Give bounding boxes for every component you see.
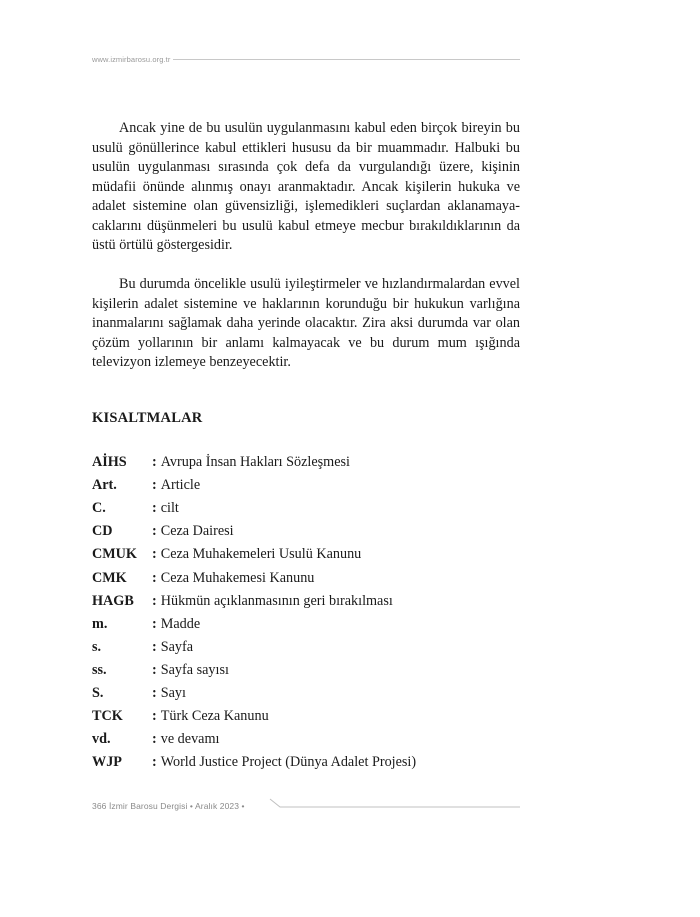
abbreviation-separator: :	[152, 708, 157, 725]
abbreviation-term: CMUK	[92, 546, 137, 563]
abbreviation-row	[92, 566, 520, 589]
abbreviation-term: WJP	[92, 754, 122, 771]
abbreviation-separator: :	[152, 546, 157, 563]
abbreviation-meaning: Sayfa sayısı	[160, 661, 229, 678]
abbreviation-separator: :	[152, 454, 157, 471]
abbreviation-row	[92, 451, 520, 474]
abbreviation-meaning: Sayfa	[160, 638, 194, 655]
body-text	[92, 119, 520, 373]
abbreviation-list	[92, 451, 520, 774]
abbreviation-separator: :	[152, 754, 157, 771]
abbreviation-row	[92, 474, 520, 497]
abbreviation-term: S.	[92, 684, 104, 701]
body-paragraph: Bu durumda öncelikle usulü iyileştirmeler ve hızlandırmalardan evvel kişilerin adalet sistemine ve haklarının korunduğu bir hukukun varlığına inanmalarını sağlamak daha yerinde olacaktır. Zira aksi durumda var olan çözüm yollarının bir anlamı kalmayacak ve bu durum mum ışığında televizyon izlemeye benzeyecektir.	[92, 276, 520, 370]
abbreviation-meaning: cilt	[160, 500, 179, 517]
body-paragraph: Ancak yine de bu usulün uygulanmasını kabul eden birçok bireyin bu usulü gönüllerince kabul ettikleri hususu da bir muammadır. Halbuki bu usulün uygulanması sırasında çok defa da vurgulandığı üzere, kişinin müdafii önünde alınmış onayı aranmaktadır. Ancak kişilerin hukuka ve adalet sistemine olan güvensizliği, işlemedikleri suçlardan aklanamayacaklarını düşünmeleri bu usulü kabul etmeye mecbur bırakıldıklarının da üstü örtülü göstergesidir.	[92, 120, 520, 253]
abbreviation-separator: :	[152, 731, 157, 748]
abbreviation-row	[92, 728, 520, 751]
abbreviation-term: s.	[92, 638, 102, 655]
section-title: KISALTMALAR	[92, 410, 203, 426]
abbreviation-term: ss.	[92, 661, 107, 678]
abbreviation-separator: :	[152, 615, 157, 632]
abbreviation-term: m.	[92, 615, 108, 632]
abbreviation-term: C.	[92, 500, 106, 517]
abbreviation-meaning: ve devamı	[160, 731, 220, 748]
abbreviation-meaning: Türk Ceza Kanunu	[160, 708, 269, 725]
abbreviation-row	[92, 751, 520, 774]
abbreviation-separator: :	[152, 500, 157, 517]
abbreviation-meaning: Ceza Muhakemesi Kanunu	[160, 569, 315, 586]
header-rule	[173, 59, 520, 60]
footer-text: 366 İzmir Barosu Dergisi • Aralık 2023 •	[92, 801, 245, 811]
abbreviation-term: AİHS	[92, 454, 127, 471]
abbreviation-separator: :	[152, 477, 157, 494]
abbreviation-term: Art.	[92, 477, 117, 494]
abbreviation-row	[92, 705, 520, 728]
abbreviation-term: CD	[92, 523, 113, 540]
abbreviation-row	[92, 682, 520, 705]
header-url: www.izmirbarosu.org.tr	[92, 54, 171, 64]
abbreviation-separator: :	[152, 569, 157, 586]
abbreviation-meaning: Article	[160, 477, 201, 494]
running-header	[92, 52, 520, 66]
abbreviation-term: TCK	[92, 708, 123, 725]
abbreviation-term: CMK	[92, 569, 127, 586]
abbreviation-separator: :	[152, 523, 157, 540]
abbreviation-separator: :	[152, 684, 157, 701]
abbreviation-row	[92, 613, 520, 636]
abbreviation-meaning: Madde	[160, 615, 201, 632]
abbreviation-separator: :	[152, 592, 157, 609]
abbreviation-term: vd.	[92, 731, 111, 748]
abbreviation-meaning: Ceza Dairesi	[160, 523, 234, 540]
abbreviation-meaning: World Justice Project (Dünya Adalet Projesi)	[160, 754, 417, 771]
abbreviation-meaning: Ceza Muhakemeleri Usulü Kanunu	[160, 546, 362, 563]
abbreviation-row	[92, 636, 520, 659]
abbreviation-separator: :	[152, 661, 157, 678]
abbreviation-meaning: Avrupa İnsan Hakları Sözleşmesi	[160, 454, 350, 471]
abbreviation-term: HAGB	[92, 592, 134, 609]
abbreviation-meaning: Hükmün açıklanmasının geri bırakılması	[160, 592, 393, 609]
abbreviation-row	[92, 543, 520, 566]
abbreviation-meaning: Sayı	[160, 684, 186, 701]
abbreviation-row	[92, 659, 520, 682]
running-footer	[92, 798, 520, 812]
abbreviation-row	[92, 590, 520, 613]
abbreviation-row	[92, 497, 520, 520]
abbreviation-row	[92, 520, 520, 543]
abbreviation-separator: :	[152, 638, 157, 655]
